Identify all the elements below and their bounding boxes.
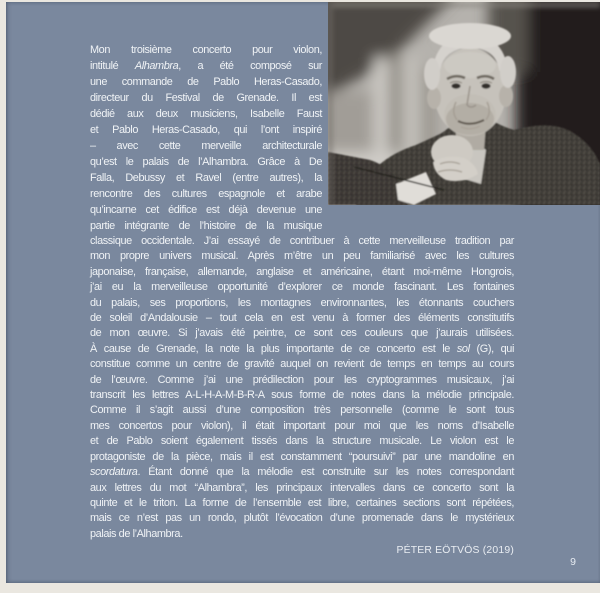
text-line xyxy=(90,58,322,74)
italic-text-segment: scordatura xyxy=(90,466,138,479)
text-line xyxy=(90,465,514,480)
text-line xyxy=(90,138,322,154)
text-segment: Comme il s’agit aussi d’une composition très personnelle (comme le sont tous xyxy=(90,404,514,417)
text-segment: intitulé xyxy=(90,60,135,72)
text-line xyxy=(90,496,514,511)
text-line xyxy=(90,265,514,280)
text-line xyxy=(90,403,514,418)
text-segment: . Étant donné que la mélodie est construite sur les notes correspondant xyxy=(137,466,514,479)
text-segment: mes concertos pour violon), il était important pour moi que les noms d’Isabelle xyxy=(90,419,514,432)
text-line xyxy=(90,42,322,58)
text-line xyxy=(90,511,514,526)
italic-text-segment: sol xyxy=(456,342,470,355)
text-segment: quinte et le triton. La forme de l’ensemble est libre, certaines sections sont répétées, xyxy=(90,496,514,509)
text-line xyxy=(90,280,514,295)
text-line xyxy=(90,90,322,106)
text-segment: directeur du Festival de Grenade. Il est xyxy=(90,92,322,104)
text-segment: palais de l’Alhambra. xyxy=(90,527,183,540)
text-segment: Falla, Debussy et Ravel (entre autres), la xyxy=(90,172,322,184)
text-line xyxy=(90,122,322,138)
intro-column xyxy=(90,42,322,234)
text-line xyxy=(90,186,322,202)
text-line xyxy=(90,106,322,122)
text-line xyxy=(90,373,514,388)
text-line xyxy=(90,74,322,90)
text-line xyxy=(90,170,322,186)
text-segment: qu’est le palais de l’Alhambra. Grâce à De xyxy=(90,156,322,168)
text-line xyxy=(90,419,514,434)
main-text xyxy=(90,234,514,542)
text-line xyxy=(90,481,514,496)
programme-note xyxy=(90,42,514,556)
text-segment: , a été composé sur xyxy=(178,60,322,72)
text-segment: dédié aux deux musiciens, Isabelle Faust xyxy=(90,108,322,120)
text-segment: constitue comme un centre de gravité auquel on revient de temps en temps au cours xyxy=(90,358,514,371)
text-line xyxy=(90,218,322,234)
text-segment: – avec cette merveille architecturale xyxy=(90,140,322,152)
text-segment: j’ai eu la merveilleuse opportunité d’explorer ce monde fascinant. Les fontaines xyxy=(90,281,514,294)
text-segment: partie intégrante de l’histoire de la musique xyxy=(90,220,322,232)
text-line xyxy=(90,311,514,326)
text-line xyxy=(90,342,514,357)
text-line xyxy=(90,450,514,465)
author-signature: PÉTER EÖTVÖS (2019) xyxy=(396,545,514,557)
text-segment: japonaise, française, allemande, anglaise et américaine, étant moi-même Hongrois, xyxy=(90,265,514,278)
text-segment: transcrit les lettres A-L-H-A-M-B-R-A sous forme de notes dans la mélodie principale. xyxy=(90,389,514,402)
text-line xyxy=(90,326,514,341)
text-segment: mais ce n’est pas un rondo, plutôt l’évocation d’une promenade dans le mystérieux xyxy=(90,512,514,525)
text-line xyxy=(90,249,514,264)
text-segment: classique occidentale. J’ai essayé de contribuer à cette merveilleuse tradition par xyxy=(90,235,514,247)
text-segment: protagoniste de la pièce, mais il est constamment “poursuivi” par une mandoline en xyxy=(90,450,514,463)
page-number: 9 xyxy=(570,556,576,568)
text-segment: de soleil d’Andalousie – tout cela en est venu à former des éléments constitutifs xyxy=(90,312,514,325)
text-segment: rencontre des cultures espagnole et arabe xyxy=(90,188,322,200)
text-line xyxy=(90,388,514,403)
text-line xyxy=(90,434,514,449)
text-segment: du palais, ses proportions, les montagnes environnantes, les étonnants couchers xyxy=(90,296,514,309)
text-segment: mon propre univers musical. Après m’être un peu familiarisé avec les cultures xyxy=(90,250,514,263)
text-segment: de l’œuvre. Comme j’ai une prédilection pour les cryptogrammes musicaux, j’ai xyxy=(90,373,514,386)
text-segment: À cause de Grenade, la note la plus importante de ce concerto est le xyxy=(90,342,457,355)
text-line xyxy=(90,296,514,311)
booklet-page xyxy=(6,2,600,583)
text-segment: et Pablo Heras-Casado, qui l’ont inspiré xyxy=(90,124,322,136)
text-line xyxy=(90,202,322,218)
text-line xyxy=(90,154,322,170)
text-line xyxy=(90,234,514,249)
text-segment: (G), qui xyxy=(469,342,514,355)
text-line xyxy=(90,527,514,542)
text-segment: Mon troisième concerto pour violon, xyxy=(90,44,322,56)
text-segment: et de Pablo soient également tissés dans la structure musicale. Le violon est le xyxy=(90,435,514,448)
text-segment: de mon œuvre. Si j’avais été peintre, ce sont ces couleurs que j’aurais utilisées. xyxy=(90,327,514,340)
italic-text-segment: Alhambra xyxy=(134,60,179,72)
text-segment: aux lettres du mot “Alhambra”, les principaux intervalles dans ce concerto sont la xyxy=(90,481,514,494)
text-line xyxy=(90,357,514,372)
text-segment: une commande de Pablo Heras-Casado, xyxy=(90,76,322,88)
text-segment: qu’incarne cet édifice est déjà devenue une xyxy=(90,204,322,216)
